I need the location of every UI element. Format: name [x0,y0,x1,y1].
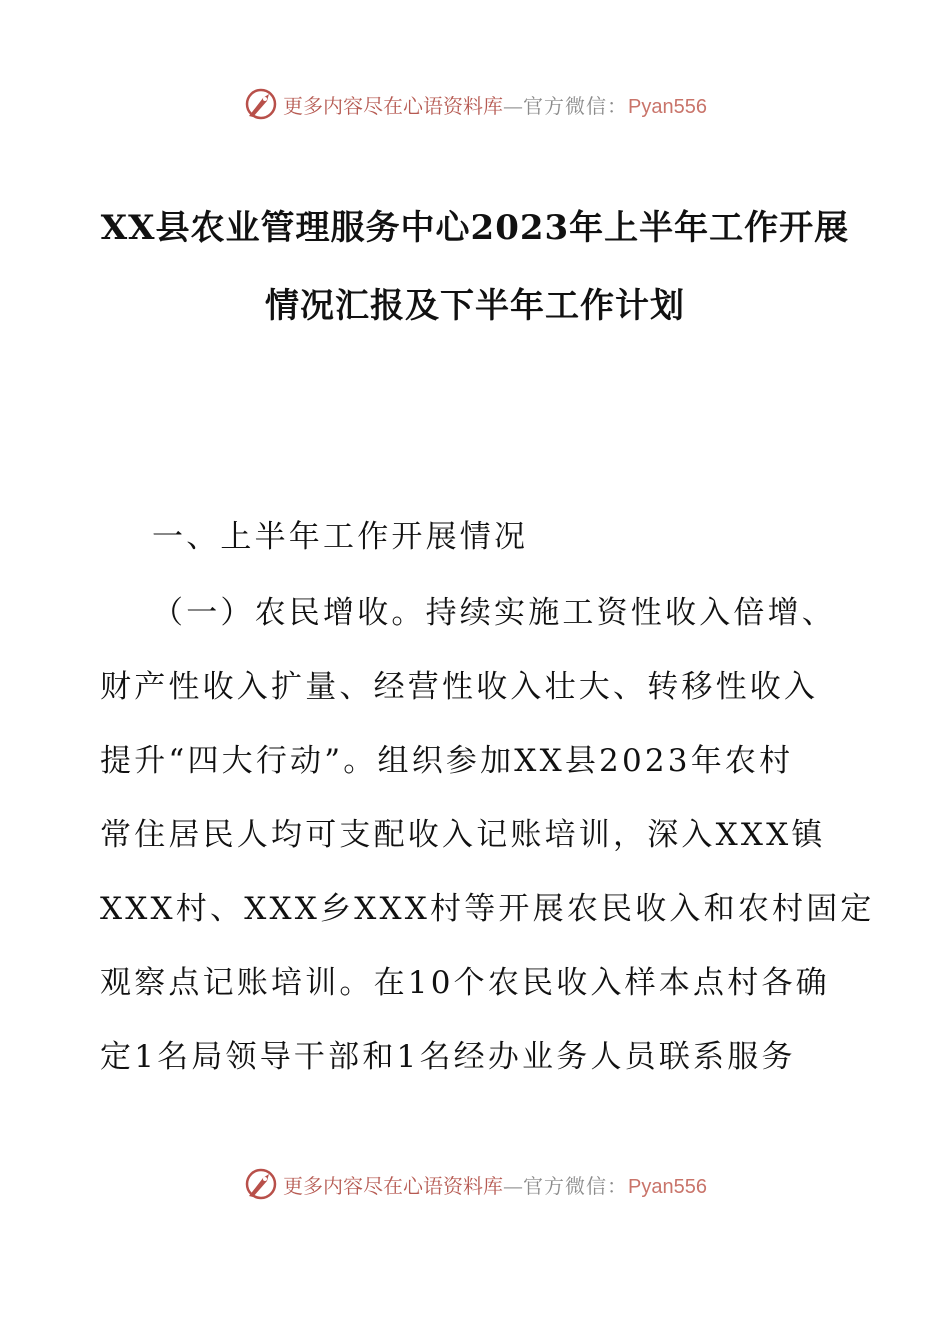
watermark-official: 官方微信： [523,93,629,118]
watermark-official: 官方微信： [523,1173,629,1198]
watermark-wechat-id: Pyan556 [628,1175,707,1198]
watermark-text [283,90,707,119]
watermark-site: 更多内容尽在心语资料库 [283,1173,504,1198]
paragraph-line-5: XXX村、XXX乡XXX村等开展农民收入和农村固定 [100,891,875,927]
pen-nib-circle-icon [243,86,279,122]
paragraph-line-7: 定1名局领导干部和1名经办业务人员联系服务 [100,1039,796,1075]
watermark-dash: — [503,93,524,118]
paragraph-line-2: 财产性收入扩量、经营性收入壮大、转移性收入 [100,669,819,705]
watermark-site: 更多内容尽在心语资料库 [283,93,504,118]
watermark-dash: — [503,1173,524,1198]
watermark-text [283,1170,707,1199]
paragraph-line-3: 提升“四大行动”。组织参加XX县2023年农村 [100,743,794,779]
paragraph-body [100,576,875,1094]
paragraph-line-1: （一）农民增收。持续实施工资性收入倍增、 [152,595,836,631]
watermark-banner-top [0,82,950,126]
paragraph-line-4: 常住居民人均可支配收入记账培训，深入XXX镇 [100,817,826,853]
watermark-wechat-id: Pyan556 [628,95,707,118]
section-heading: 一、上半年工作开展情况 [152,519,529,555]
watermark-banner-bottom [0,1162,950,1206]
pen-nib-circle-icon [243,1166,279,1202]
paragraph-line-6: 观察点记账培训。在10个农民收入样本点村各确 [100,965,830,1001]
document-title-line2: 情况汇报及下半年工作计划 [265,286,685,326]
document-title-line1: XX县农业管理服务中心2023年上半年工作开展 [100,208,850,248]
